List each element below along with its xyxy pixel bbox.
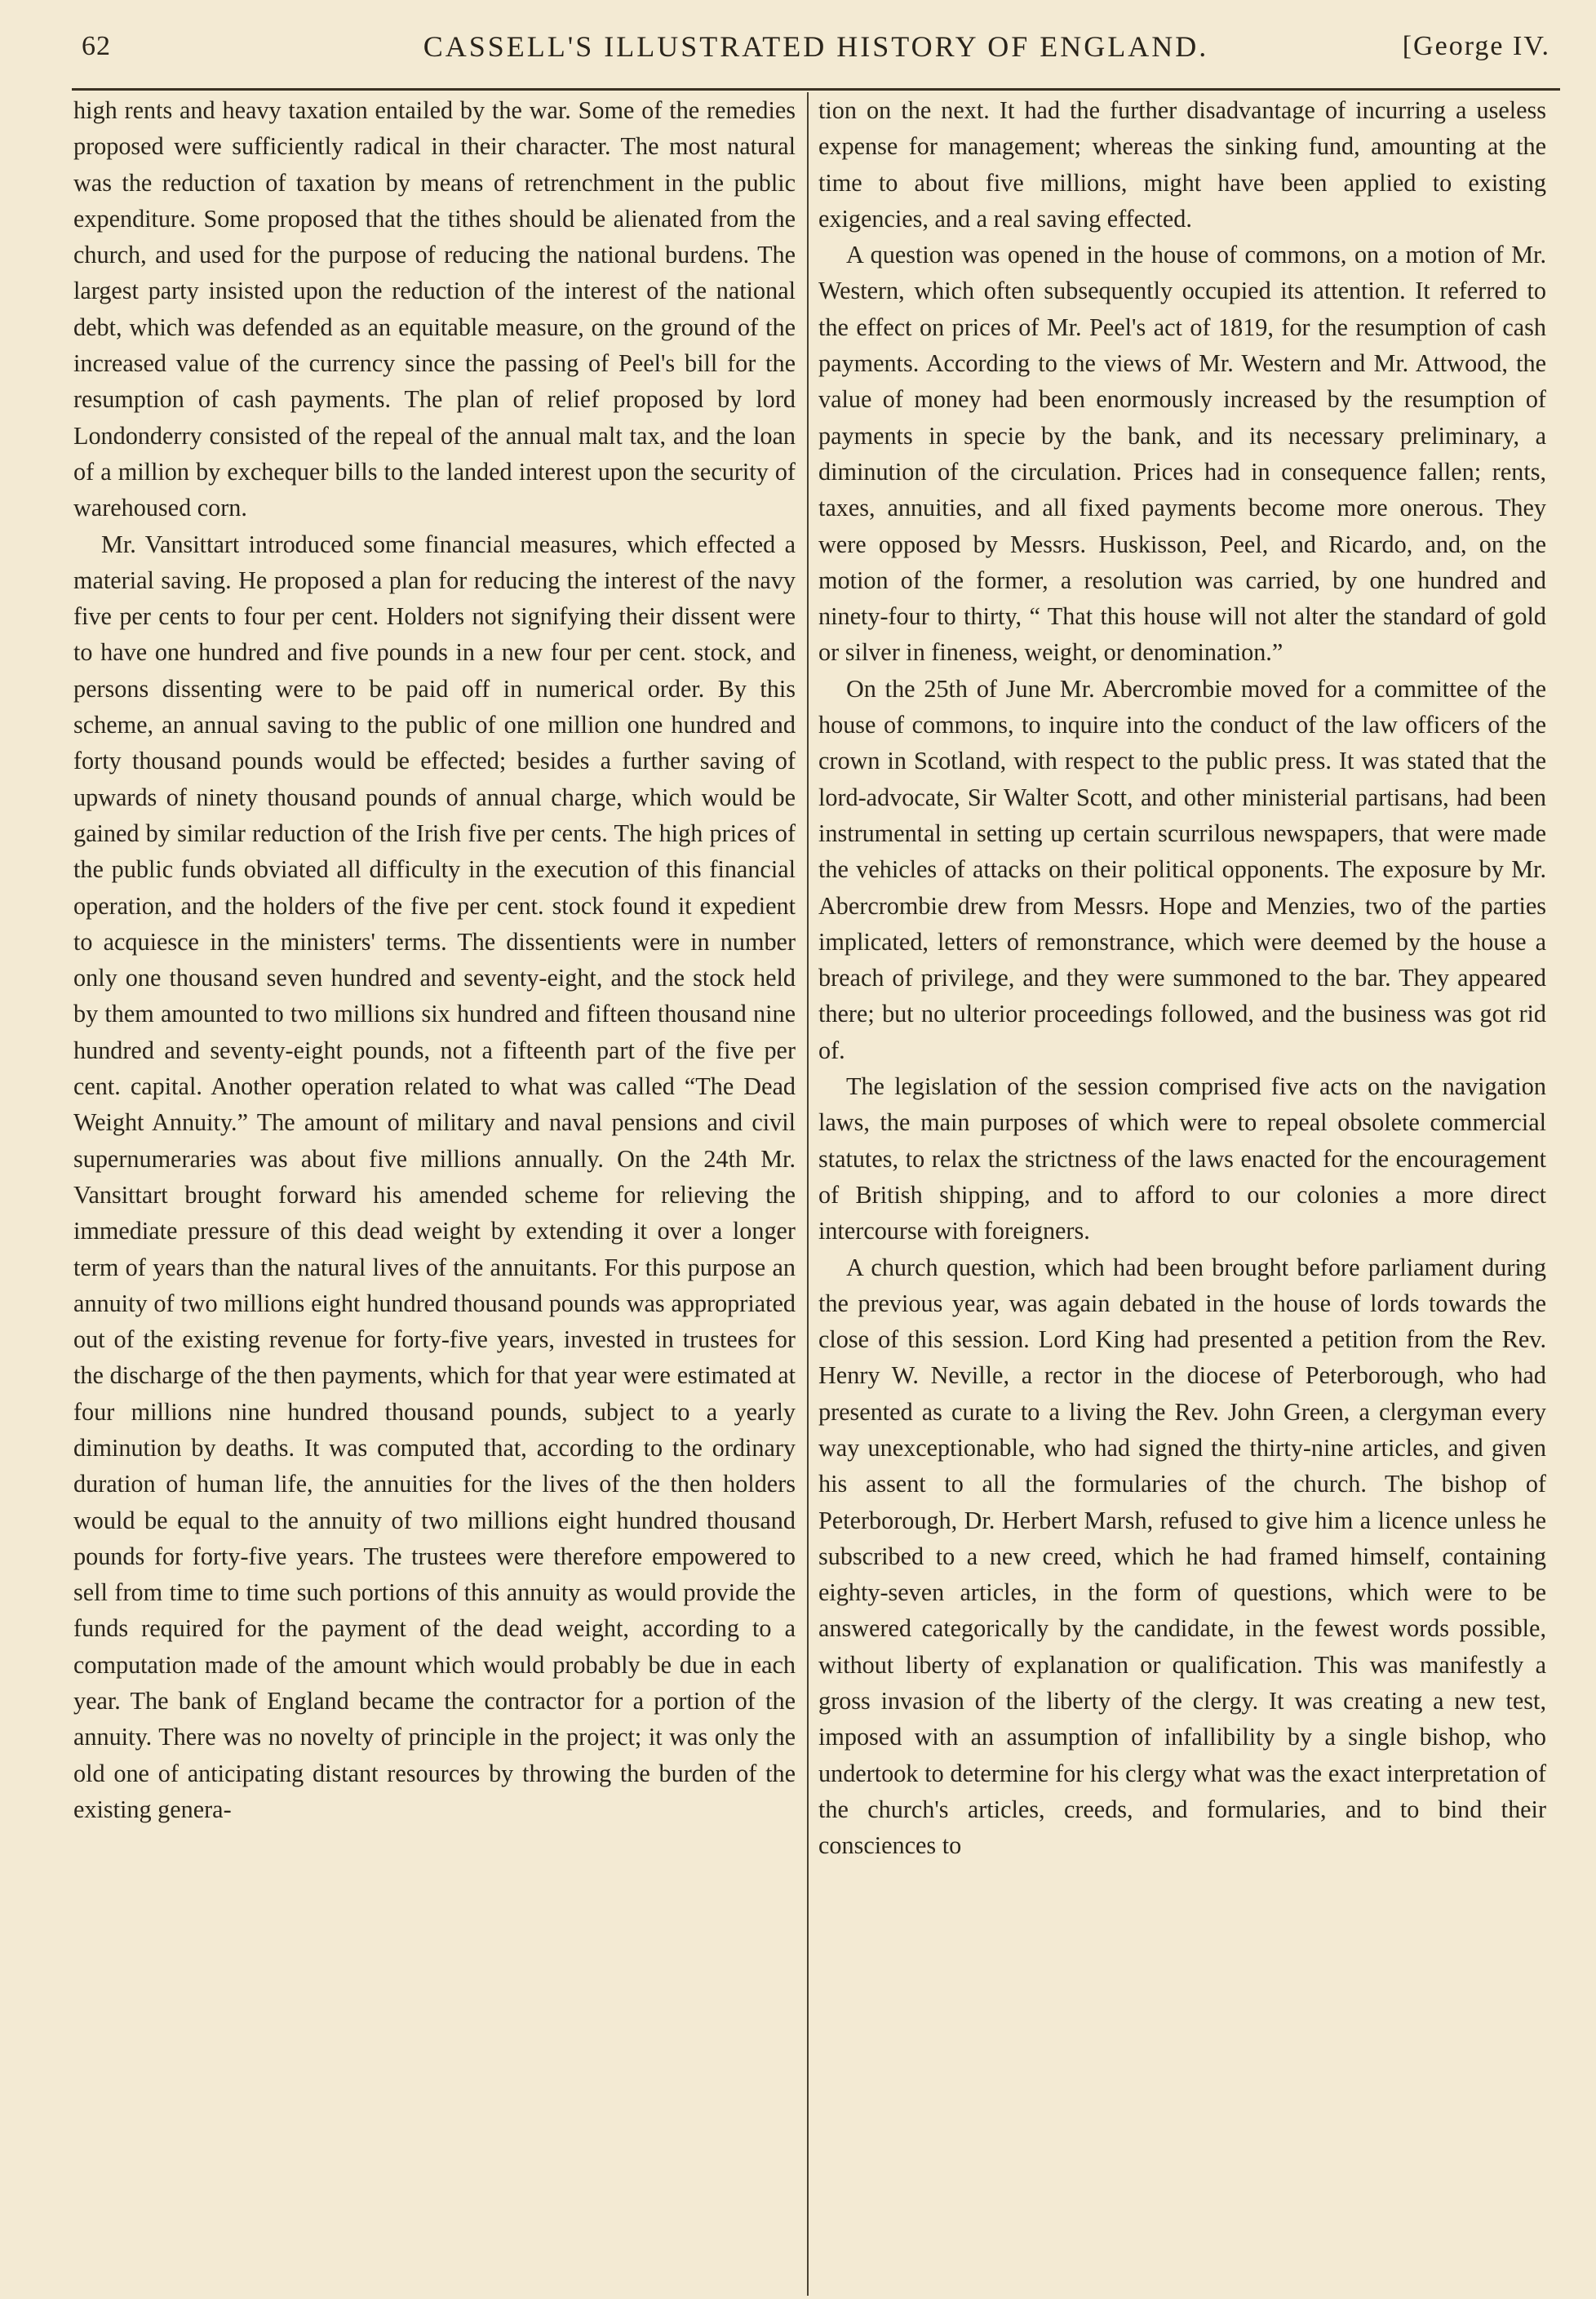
reign-label: [George IV. [1402,31,1550,61]
header-rule [72,88,1560,91]
running-header [82,23,1550,88]
left-paragraph-2: Mr. Vansittart introduced some financial measures, which effected a material saving. He proposed a plan for reducing the interest of the navy five per cents to four per cent. Holders not signifying their dissent were to have one hundred and five pounds in a new four per cent. stock, and persons dissenting were to be paid off in numerical order. By this scheme, an annual saving to the public of one million one hundred and forty thousand pounds would be effected; besides a further saving of upwards of ninety thousand pounds of annual charge, which would be gained by similar reduction of the Irish five per cents. The high prices of the public funds obviated all difficulty in the execution of this financial operation, and the holders of the five per cent. stock found it expedient to acquiesce in the ministers' terms. The dissentients were in number only one thousand seven hundred and seventy-eight, and the stock held by them amounted to two millions six hundred and fifteen thousand nine hundred and seventy-eight pounds, not a fifteenth part of the five per cent. capital. Another operation related to what was called “The Dead Weight Annuity.” The amount of military and naval pensions and civil supernumeraries was about five millions annually. On the 24th Mr. Vansittart brought forward his amended scheme for relieving the immediate pressure of this dead weight by extending it over a longer term of years than the natural lives of the annuitants. For this purpose an annuity of two millions eight hundred thousand pounds was appropriated out of the existing revenue for forty-five years, invested in trustees for the discharge of the then payments, which for that year were estimated at four millions nine hundred thousand pounds, subject to a yearly diminution by deaths. It was computed that, according to the ordinary duration of human life, the annuities for the lives of the then holders would be equal to the annuity of two millions eight hundred thousand pounds for forty-five years. The trustees were therefore empowered to sell from time to time such portions of this annuity as would provide the funds required for the payment of the dead weight, according to a computation made of the amount which would probably be due in each year. The bank of England became the contractor for a portion of the annuity. There was no novelty of principle in the project; it was only the old one of anticipating distant resources by throwing the burden of the existing genera- [73,530,796,1823]
running-title: CASSELL'S ILLUSTRATED HISTORY OF ENGLAND. [423,30,1209,63]
right-column [818,92,1546,1864]
column-divider [807,92,809,2296]
right-paragraph-4: The legislation of the session comprised five acts on the navigation laws, the main purposes of which were to repeal obsolete commercial statutes, to relax the strictness of the laws enacted for the encouragement of British shipping, and to afford to our colonies a more direct intercourse with foreigners. [818,1072,1546,1245]
page-number: 62 [82,31,111,61]
right-paragraph-3: On the 25th of June Mr. Abercrombie moved for a committee of the house of commons, to inquire into the conduct of the law officers of the crown in Scotland, with respect to the public press. It was stated that the lord-advocate, Sir Walter Scott, and other ministerial partisans, had been instrumental in setting up certain scurrilous newspapers, that were made the vehicles of attacks on their political opponents. The exposure by Mr. Abercrombie drew from Messrs. Hope and Menzies, two of the parties implicated, letters of remonstrance, which were deemed by the house a breach of privilege, and they were summoned to the bar. They appeared there; but no ulterior proceedings followed, and the business was got rid of. [818,674,1546,1064]
right-paragraph-2: A question was opened in the house of commons, on a motion of Mr. Western, which often subsequently occupied its attention. It referred to the effect on prices of Mr. Peel's act of 1819, for the resumption of cash payments. According to the views of Mr. Western and Mr. Attwood, the value of money had been enormously increased by the resumption of payments in specie by the bank, and its necessary preliminary, a diminution of the circulation. Prices had in consequence fallen; rents, taxes, annuities, and all fixed payments become more onerous. They were opposed by Messrs. Huskisson, Peel, and Ricardo, and, on the motion of the former, a resolution was carried, by one hundred and ninety-four to thirty, “ That this house will not alter the standard of gold or silver in fineness, weight, or denomination.” [818,241,1546,667]
left-paragraph-1: high rents and heavy taxation entailed by the war. Some of the remedies proposed were sufficiently radical in their character. The most natural was the reduction of taxation by means of retrenchment in the public expenditure. Some proposed that the tithes should be alienated from the church, and used for the purpose of reducing the national burdens. The largest party insisted upon the reduction of the interest of the national debt, which was defended as an equitable measure, on the ground of the increased value of the currency since the passing of Peel's bill for the resumption of cash payments. The plan of relief proposed by lord Londonderry consisted of the repeal of the annual malt tax, and the loan of a million by exchequer bills to the landed interest upon the security of warehoused corn. [73,96,796,522]
left-column [73,92,796,1827]
right-paragraph-5: A church question, which had been brought before parliament during the previous year, was again debated in the house of lords towards the close of this session. Lord King had presented a petition from the Rev. Henry W. Neville, a rector in the diocese of Peterborough, who had presented as curate to a living the Rev. John Green, a clergyman every way unexceptionable, who had signed the thirty-nine articles, and given his assent to all the formularies of the church. The bishop of Peterborough, Dr. Herbert Marsh, refused to give him a licence unless he subscribed to a new creed, which he had framed himself, containing eighty-seven articles, in the form of questions, which were to be answered categorically by the candidate, in the fewest words possible, without liberty of explanation or qualification. This was manifestly a gross invasion of the liberty of the clergy. It was creating a new test, imposed with an assumption of infallibility by a single bishop, who undertook to determine for his clergy what was the exact interpretation of the church's articles, creeds, and formularies, and to bind their consciences to [818,1253,1546,1860]
right-paragraph-1: tion on the next. It had the further disadvantage of incurring a useless expense for management; whereas the sinking fund, amounting at the time to about five millions, might have been applied to existing exigencies, and a real saving effected. [818,96,1546,233]
